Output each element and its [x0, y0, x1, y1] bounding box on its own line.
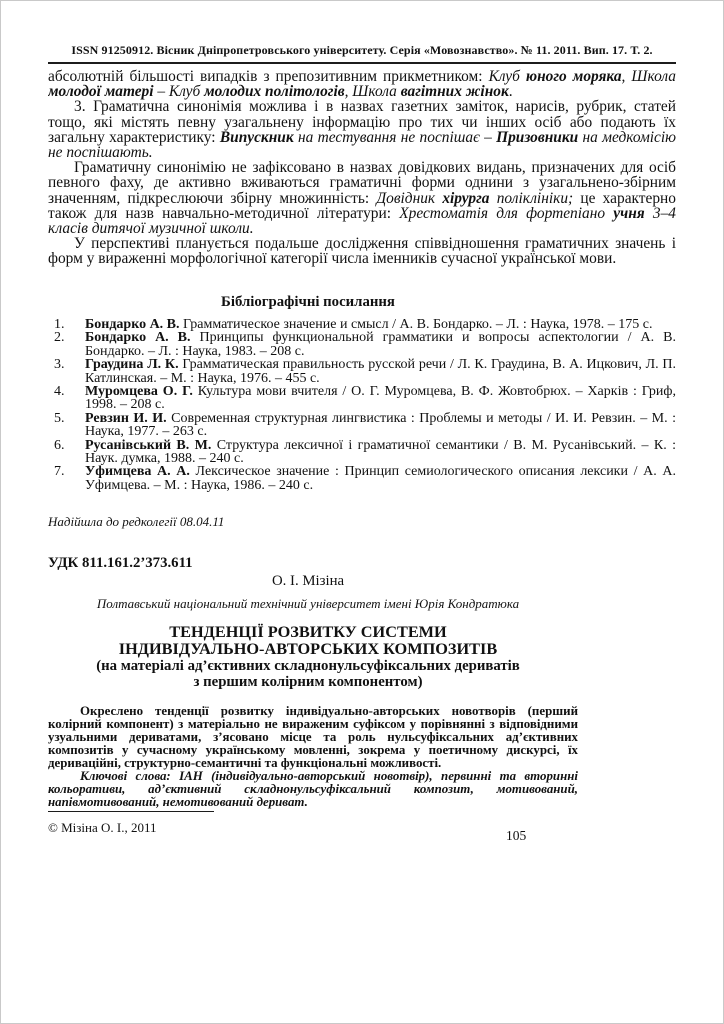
bibliography-item-author: Ревзин И. И.: [85, 410, 167, 426]
bibliography-item-text: Принципы функциональной грамматики и вопросы аспектологии / А. В. Бондарко. – Л. : Наука, 1983. – 208 с.: [85, 330, 676, 359]
article-title-line: (на матеріалі ад’єктивних складнонульсуфіксальних дериватів: [96, 657, 520, 674]
bibliography-list: [48, 318, 676, 507]
bibliography-item-author: Бондарко А. В.: [85, 318, 180, 332]
bibliography-item-number: 3.: [54, 357, 65, 373]
article-title-line: ТЕНДЕНЦІЇ РОЗВИТКУ СИСТЕМИ: [169, 622, 447, 641]
bibliography-item-number: 5.: [54, 410, 65, 426]
body-paragraph: абсолютній більшості випадків з препозитивним прикметником: Клуб юного моряка, Школа молодої матері – Клуб молодих політологів, Школа вагітних жінок.: [48, 69, 676, 101]
article-affiliation: Полтавський національний технічний університет імені Юрія Кондратюка: [96, 596, 520, 611]
abstract-text: Окреслено тенденції розвитку індивідуально-авторських новотворів (перший колірний компонент) з матеріально не вираженим суфіксом у порівнянні з відповідними узуальними дериватами, з’ясовано місце та роль нульсуфіксальних ад’єктивних композитів у сучасному українському мовленні, зокрема у поетичному дискурсі, їх дериваційні, структурно-семантичні та функціональні можливості.: [48, 705, 578, 771]
bibliography-item-author: Граудина Л. К.: [85, 357, 179, 373]
bibliography-item-number: 1.: [54, 318, 65, 332]
abstract-block: [48, 705, 578, 809]
bibliography-item-text: Современная структурная лингвистика : Проблемы и методы / И. И. Ревзин. – М. : Наука, 1977. – 263 с.: [85, 410, 676, 440]
keywords-text: Ключові слова: ІАН (індивідуально-авторський новотвір), первинні та вторинні кольоративи, ад’єктивний складнонульсуфіксальний композит, мотивований, напівмотивований, немотивований дериват.: [48, 769, 578, 810]
bibliography-item: [48, 465, 676, 492]
bibliography-item: [48, 358, 676, 385]
bibliography-item-author: Бондарко А. В.: [85, 330, 191, 346]
bibliography-item-text: Структура лексичної і граматичної семантики / В. М. Русанівський. – К. : Наук. думка, 1988. – 240 с.: [85, 437, 676, 467]
page-number: 105: [506, 828, 527, 843]
article-title-line: ІНДИВІДУАЛЬНО-АВТОРСЬКИХ КОМПОЗИТІВ: [118, 638, 498, 658]
bibliography-item: [48, 385, 676, 412]
bibliography-item-text: Лексическое значение : Принцип семиологического описания лексики / А. А. Уфимцева. – М. : Наука, 1986. – 240 с.: [85, 464, 676, 493]
body-paragraph: Граматичну синонімію не зафіксовано в назвах довідкових видань, призначених для осіб певного фаху, де активно вживаються граматичні форми однини з узагальнено-збірним значенням, підкреслюючи збірну множинність: Довідник хірурга поліклініки; це характерно також для назв навчально-методичної літератури: Хрестоматія для фортепіано учня 3–4 класів дитячої музичної школи.: [48, 159, 676, 238]
bibliography-item-number: 4.: [54, 384, 65, 400]
body-paragraph: 3. Граматична синонімія можлива і в назвах газетних заміток, нарисів, рубрик, статей тощо, які містять певну узагальнену інформацію про тих чи інших осіб або подають їх загальну характеристику: Випускник на тестування не поспішає – Призовники на медкомісію не поспішають.: [48, 98, 676, 162]
bibliography-item: [48, 318, 676, 331]
bibliography-item: [48, 412, 676, 439]
body-paragraph: У перспективі планується подальше дослідження співвідношення граматичних значень і форм у вираженні морфологічної категорії числа іменників сучасної української мови.: [48, 235, 676, 268]
copyright-note: © Мізіна О. І., 2011: [48, 820, 157, 836]
bibliography-item-number: 6.: [54, 437, 65, 453]
bibliography-item-text: Грамматическая правильность русской речи / Л. К. Граудина, В. А. Ицкович, Л. П. Катлинская. – М. : Наука, 1976. – 455 с.: [85, 357, 676, 386]
bibliography-item-author: Русанівський В. М.: [85, 437, 212, 453]
bibliography-item: [48, 439, 676, 466]
udc-code: УДК 811.161.2’373.611: [48, 555, 193, 571]
bibliography-item-number: 7.: [54, 464, 65, 480]
bibliography-item-number: 2.: [54, 330, 65, 346]
footnote-rule: [48, 811, 214, 812]
article-title: [48, 624, 568, 691]
bibliography-item-text: Грамматическое значение и смысл / А. В. Бондарко. – Л. : Наука, 1978. – 175 с.: [179, 318, 653, 332]
bibliography-item-text: Культура мови вчителя / О. Г. Муромцева, В. Ф. Жовтобрюх. – Харків : Гриф, 1998. – 208 с.: [85, 384, 676, 413]
received-date-note: Надійшла до редколегії 08.04.11: [48, 514, 225, 529]
bibliography-item-author: Муромцева О. Г.: [85, 384, 193, 400]
journal-running-header: ISSN 91250912. Вісник Дніпропетровського університету. Серія «Мовознавство». № 11. 2011. Вип. 17. Т. 2.: [71, 43, 653, 57]
bibliography-item-author: Уфимцева А. А.: [85, 464, 190, 480]
article-author: О. І. Мізіна: [271, 573, 345, 589]
article-body: [48, 69, 676, 282]
bibliography-heading: Бібліографічні посилання: [221, 294, 395, 310]
article-title-line: з першим колірним компонентом): [193, 674, 423, 691]
header-rule: [48, 62, 676, 64]
bibliography-item: [48, 331, 676, 358]
